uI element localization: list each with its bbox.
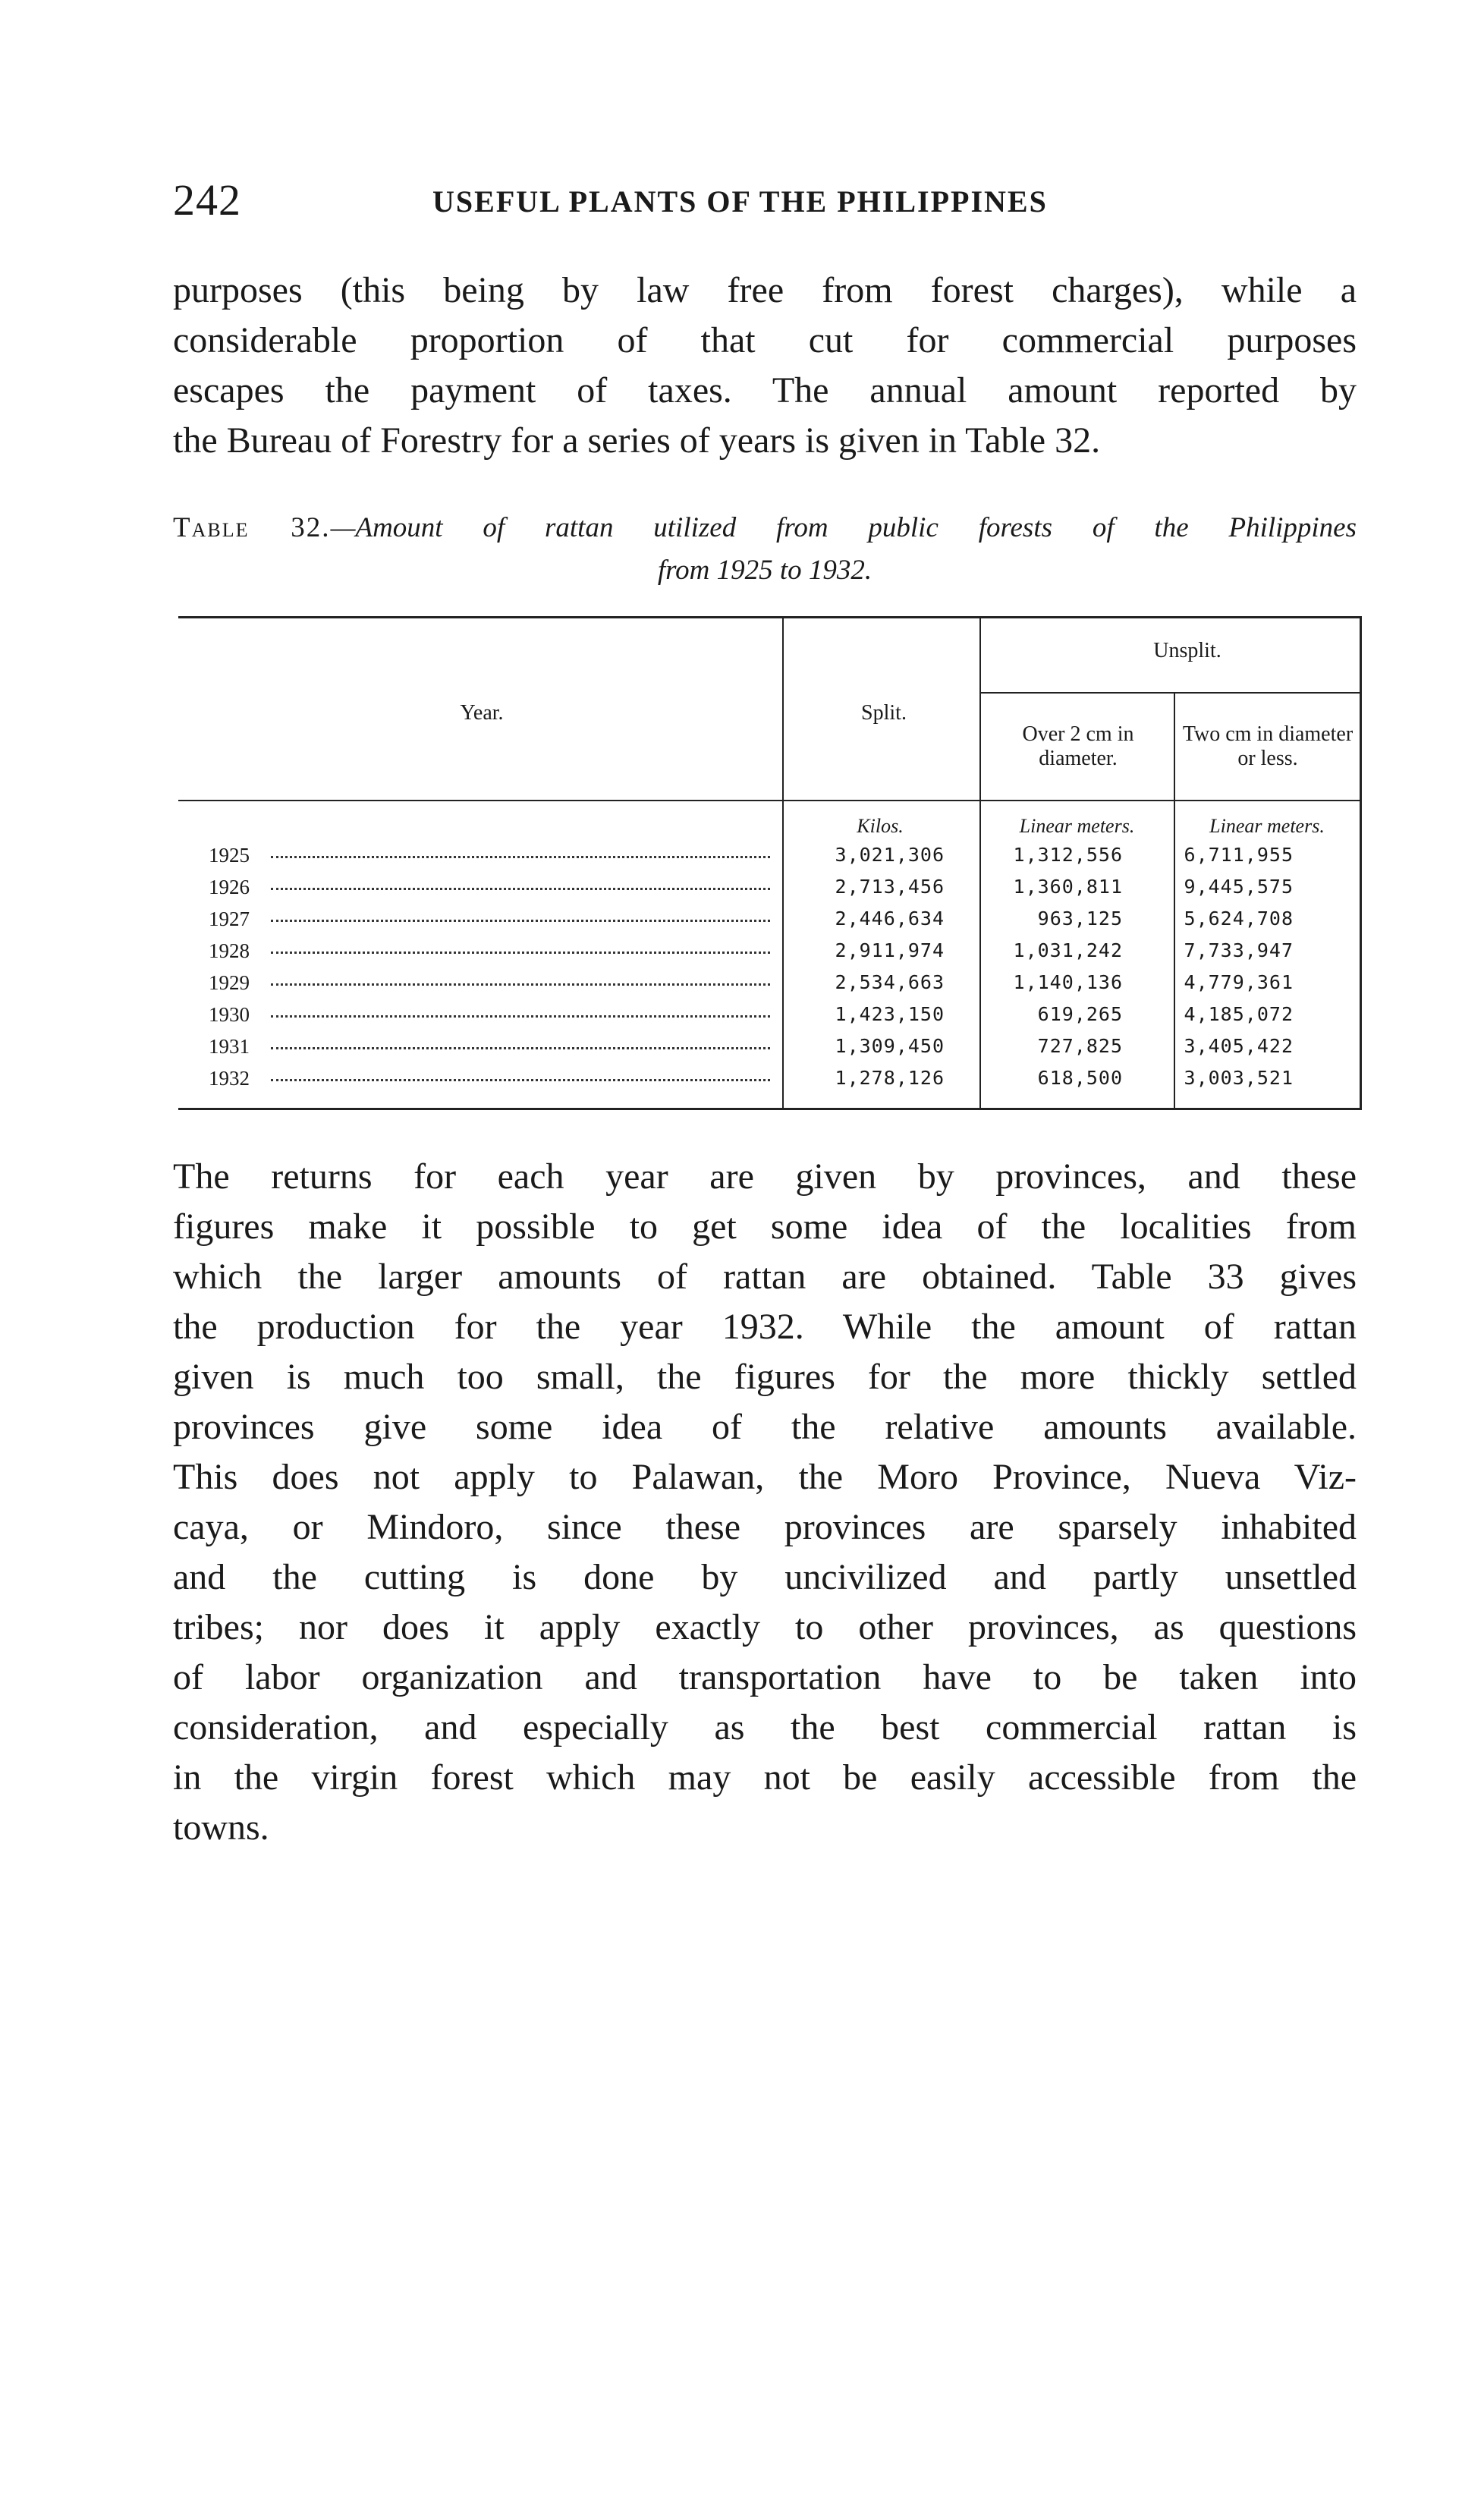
year-cell: 1928: [209, 939, 250, 962]
over-2cm-cell: 618,500: [1037, 1067, 1123, 1089]
text-line: purposes (this being by law free from forest charges), while a: [173, 270, 1357, 310]
unit-kilos: Kilos.: [857, 815, 904, 837]
split-cell: 3,021,306: [835, 844, 945, 866]
table-row: [178, 844, 1362, 876]
two-cm-or-less-cell: 4,185,072: [1184, 1003, 1294, 1025]
rattan-table: [178, 616, 1362, 1109]
split-cell: 2,713,456: [835, 876, 945, 898]
caption-label: Table 32.: [173, 512, 331, 543]
two-cm-or-less-cell: 3,003,521: [1184, 1067, 1294, 1089]
unit-linear-meters: Linear meters.: [1209, 815, 1325, 837]
table-row: [178, 908, 1362, 939]
caption-title: —Amount of rattan utilized from public forests of the Philippines: [330, 512, 1357, 543]
text-line: given is much too small, the figures for the more thickly settled: [173, 1357, 1357, 1397]
table-caption: [173, 507, 1357, 592]
text-line: tribes; nor does it apply exactly to other provinces, as questions: [173, 1607, 1357, 1647]
caption-line-2: from 1925 to 1932.: [657, 555, 872, 586]
text-line: provinces give some idea of the relative amounts available.: [173, 1407, 1357, 1447]
body-paragraph: [173, 1152, 1357, 1853]
year-cell: 1927: [209, 908, 250, 930]
running-title: USEFUL PLANTS OF THE PHILIPPINES: [432, 184, 1048, 219]
table-row: [178, 1003, 1362, 1035]
over-2cm-cell: 727,825: [1037, 1035, 1123, 1057]
split-cell: 2,446,634: [835, 908, 945, 930]
two-cm-or-less-cell: 9,445,575: [1184, 876, 1294, 898]
page-number: 242: [173, 175, 241, 225]
split-cell: 1,278,126: [835, 1067, 945, 1089]
over-2cm-cell: 1,140,136: [1013, 971, 1123, 993]
year-cell: 1925: [209, 844, 250, 867]
two-cm-or-less-cell: 4,779,361: [1184, 971, 1294, 993]
split-cell: 1,309,450: [835, 1035, 945, 1057]
two-cm-or-less-cell: 3,405,422: [1184, 1035, 1294, 1057]
text-line: and the cutting is done by uncivilized and partly unsettled: [173, 1557, 1357, 1597]
header-unsplit: Unsplit.: [1153, 639, 1221, 662]
over-2cm-cell: 963,125: [1037, 908, 1123, 930]
text-line: which the larger amounts of rattan are obtained. Table 33 gives: [173, 1257, 1357, 1297]
text-line: the Bureau of Forestry for a series of years is given in Table 32.: [173, 420, 1101, 461]
table-row: [178, 971, 1362, 1003]
table-row: [178, 1035, 1362, 1067]
two-cm-or-less-cell: 5,624,708: [1184, 908, 1294, 930]
text-line: considerable proportion of that cut for commercial purposes: [173, 320, 1357, 360]
over-2cm-cell: 1,360,811: [1013, 876, 1123, 898]
split-cell: 1,423,150: [835, 1003, 945, 1025]
text-line: in the virgin forest which may not be easily accessible from the: [173, 1757, 1357, 1798]
header-rule: [178, 800, 1362, 801]
text-line: consideration, and especially as the best commercial rattan is: [173, 1707, 1357, 1747]
text-line: of labor organization and transportation have to be taken into: [173, 1657, 1357, 1697]
table-row: [178, 876, 1362, 908]
text-line: the production for the year 1932. While the amount of rattan: [173, 1307, 1357, 1347]
over-2cm-cell: 619,265: [1037, 1003, 1123, 1025]
table-top-rule: [178, 616, 1362, 618]
year-cell: 1931: [209, 1035, 250, 1058]
split-cell: 2,534,663: [835, 971, 945, 993]
intro-paragraph: [173, 266, 1357, 466]
header-two-cm-or-less: Two cm in diameter or less.: [1182, 722, 1354, 770]
over-2cm-cell: 1,031,242: [1013, 939, 1123, 961]
split-cell: 2,911,974: [835, 939, 945, 961]
year-cell: 1930: [209, 1003, 250, 1026]
unsplit-rule: [979, 692, 1362, 694]
year-cell: 1932: [209, 1067, 250, 1090]
two-cm-or-less-cell: 6,711,955: [1184, 844, 1294, 866]
text-line: This does not apply to Palawan, the Moro Province, Nueva Viz-: [173, 1457, 1357, 1497]
text-line: The returns for each year are given by provinces, and these: [173, 1156, 1357, 1197]
page-header: [0, 175, 1484, 235]
text-line: caya, or Mindoro, since these provinces are sparsely inhabited: [173, 1507, 1357, 1547]
table-row: [178, 1067, 1362, 1099]
year-cell: 1926: [209, 876, 250, 898]
table-bottom-rule: [178, 1108, 1362, 1110]
over-2cm-cell: 1,312,556: [1013, 844, 1123, 866]
header-over-2cm: Over 2 cm in diameter.: [1022, 722, 1134, 770]
text-line: towns.: [173, 1807, 269, 1848]
unit-linear-meters: Linear meters.: [1019, 815, 1135, 837]
caption-line-1: [173, 507, 1357, 549]
text-line: escapes the payment of taxes. The annual amount reported by: [173, 370, 1357, 411]
header-split: Split.: [861, 701, 907, 725]
table-row: [178, 939, 1362, 971]
two-cm-or-less-cell: 7,733,947: [1184, 939, 1294, 961]
header-year: Year.: [460, 701, 504, 725]
year-cell: 1929: [209, 971, 250, 994]
text-line: figures make it possible to get some idea of the localities from: [173, 1206, 1357, 1247]
